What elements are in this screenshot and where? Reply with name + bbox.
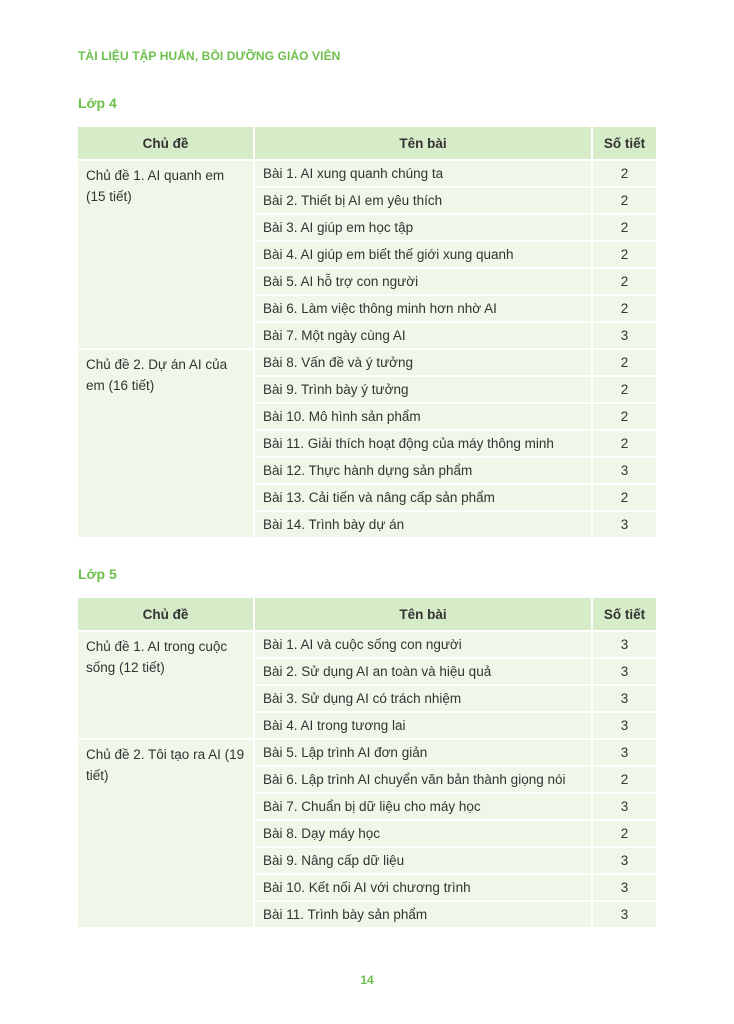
periods-cell: 2 [592, 268, 656, 295]
topic-cell: Chủ đề 2. Dự án AI của em (16 tiết) [78, 349, 254, 537]
lesson-cell: Bài 8. Vấn đề và ý tưởng [254, 349, 592, 376]
lesson-cell: Bài 11. Trình bày sản phẩm [254, 901, 592, 927]
lesson-cell: Bài 3. AI giúp em học tập [254, 214, 592, 241]
table-row [78, 631, 656, 658]
periods-cell: 3 [592, 847, 656, 874]
lesson-cell: Bài 11. Giải thích hoạt động của máy thông minh [254, 430, 592, 457]
periods-cell: 3 [592, 793, 656, 820]
periods-cell: 2 [592, 484, 656, 511]
periods-cell: 3 [592, 457, 656, 484]
table-row [78, 739, 656, 766]
grade4-table [78, 127, 656, 537]
periods-cell: 2 [592, 766, 656, 793]
topic-cell: Chủ đề 1. AI quanh em (15 tiết) [78, 160, 254, 349]
lesson-cell: Bài 2. Thiết bị AI em yêu thích [254, 187, 592, 214]
lesson-cell: Bài 4. AI trong tương lai [254, 712, 592, 739]
lesson-cell: Bài 10. Mô hình sản phẩm [254, 403, 592, 430]
grade5-table [78, 598, 656, 927]
periods-cell: 2 [592, 160, 656, 187]
topic-cell: Chủ đề 1. AI trong cuộc sống (12 tiết) [78, 631, 254, 739]
column-header-topic: Chủ đề [78, 127, 254, 160]
periods-cell: 2 [592, 376, 656, 403]
lesson-cell: Bài 14. Trình bày dự án [254, 511, 592, 537]
lesson-cell: Bài 2. Sử dụng AI an toàn và hiệu quả [254, 658, 592, 685]
periods-cell: 3 [592, 631, 656, 658]
column-header-topic: Chủ đề [78, 598, 254, 631]
periods-cell: 3 [592, 511, 656, 537]
lesson-cell: Bài 13. Cải tiến và nâng cấp sản phẩm [254, 484, 592, 511]
lesson-cell: Bài 10. Kết nối AI với chương trình [254, 874, 592, 901]
periods-cell: 3 [592, 685, 656, 712]
periods-cell: 3 [592, 322, 656, 349]
periods-cell: 2 [592, 403, 656, 430]
periods-cell: 3 [592, 712, 656, 739]
lesson-cell: Bài 6. Lập trình AI chuyển văn bản thành giọng nói [254, 766, 592, 793]
lesson-cell: Bài 7. Chuẩn bị dữ liệu cho máy học [254, 793, 592, 820]
column-header-lesson: Tên bài [254, 598, 592, 631]
periods-cell: 3 [592, 739, 656, 766]
periods-cell: 3 [592, 901, 656, 927]
lesson-cell: Bài 7. Một ngày cùng AI [254, 322, 592, 349]
table-header-row [78, 127, 656, 160]
section-title-grade5: Lớp 5 [78, 566, 117, 582]
periods-cell: 2 [592, 295, 656, 322]
lesson-cell: Bài 4. AI giúp em biết thế giới xung quanh [254, 241, 592, 268]
lesson-cell: Bài 9. Nâng cấp dữ liệu [254, 847, 592, 874]
periods-cell: 2 [592, 214, 656, 241]
lesson-cell: Bài 8. Dạy máy học [254, 820, 592, 847]
periods-cell: 2 [592, 241, 656, 268]
lesson-cell: Bài 12. Thực hành dựng sản phẩm [254, 457, 592, 484]
page-number: 14 [360, 973, 374, 987]
periods-cell: 2 [592, 187, 656, 214]
lesson-cell: Bài 1. AI và cuộc sống con người [254, 631, 592, 658]
column-header-periods: Số tiết [592, 598, 656, 631]
lesson-cell: Bài 9. Trình bày ý tưởng [254, 376, 592, 403]
running-header: TÀI LIỆU TẬP HUẤN, BỒI DƯỠNG GIÁO VIÊN [78, 49, 341, 63]
table-row [78, 349, 656, 376]
periods-cell: 2 [592, 430, 656, 457]
periods-cell: 2 [592, 349, 656, 376]
column-header-lesson: Tên bài [254, 127, 592, 160]
lesson-cell: Bài 3. Sử dụng AI có trách nhiệm [254, 685, 592, 712]
lesson-cell: Bài 5. Lập trình AI đơn giản [254, 739, 592, 766]
column-header-periods: Số tiết [592, 127, 656, 160]
lesson-cell: Bài 5. AI hỗ trợ con người [254, 268, 592, 295]
section-title-grade4: Lớp 4 [78, 95, 117, 111]
periods-cell: 3 [592, 658, 656, 685]
periods-cell: 3 [592, 874, 656, 901]
lesson-cell: Bài 6. Làm việc thông minh hơn nhờ AI [254, 295, 592, 322]
table-row [78, 160, 656, 187]
table-header-row [78, 598, 656, 631]
periods-cell: 2 [592, 820, 656, 847]
topic-cell: Chủ đề 2. Tôi tạo ra AI (19 tiết) [78, 739, 254, 927]
lesson-cell: Bài 1. AI xung quanh chúng ta [254, 160, 592, 187]
